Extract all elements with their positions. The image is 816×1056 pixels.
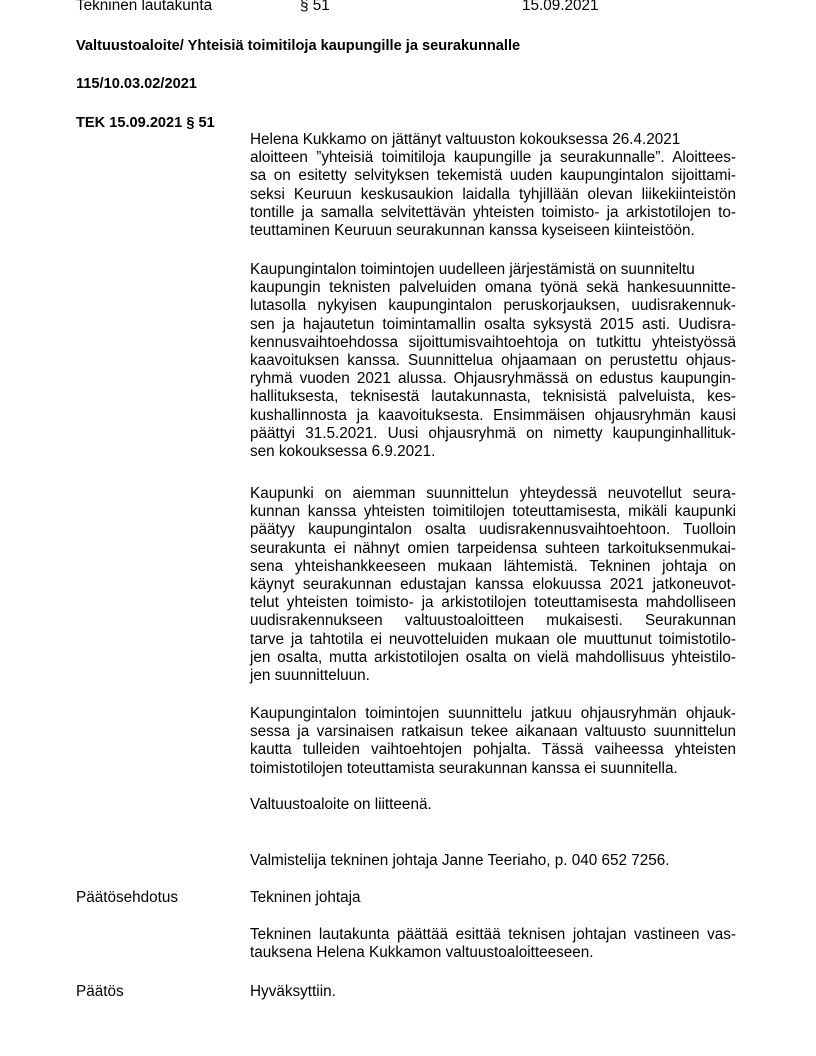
- proposal-text: [250, 926, 736, 962]
- paragraph-line: seksi Keuruun keskusaukion laidalla tyhjillään olevan liikekiinteistön: [250, 185, 736, 203]
- paragraph-line: sa on esitetty selvityksen tekemistä uuden kaupungintalon sijoittami-: [250, 167, 736, 185]
- paragraph-line: käynyt seurakunnan edustajan kanssa elokuussa 2021 jatkoneuvot-: [250, 575, 736, 593]
- paragraph-line: sena yhteishankkeeseen mukaan lähtemistä. Tekninen johtaja on: [250, 557, 736, 575]
- paragraph-line: tontille ja samalla selvitettävän yhteisten toimisto- ja arkistotilojen to-: [250, 203, 736, 221]
- paragraph-line: Valmistelija tekninen johtaja Janne Teeriaho, p. 040 652 7256.: [250, 852, 670, 869]
- paragraph-line: kaavoituksen kanssa. Suunnittelua ohjaamaan on perustettu ohjaus-: [250, 351, 736, 369]
- paragraph-line: jen suunnitteluun.: [250, 666, 370, 684]
- paragraph-line: päätyy kaupungintalon osalta uudisrakennusvaihtoehtoon. Tuolloin: [250, 521, 736, 539]
- paragraph-line: sessa ja varsinaisen ratkaisun tekee aikanaan valtuusto suunnittelun: [250, 723, 736, 741]
- paragraph-line: telut yhteisten toimisto- ja arkistotilojen toteuttamisesta mahdolliseen: [250, 594, 736, 612]
- paragraph-line: Valtuustoaloite on liitteenä.: [250, 796, 432, 813]
- paragraph-attachment: [250, 796, 736, 814]
- paragraph-line: aloitteen ”yhteisiä toimitiloja kaupungille ja seurakunnalle”. Aloittees-: [250, 149, 736, 167]
- paragraph-line: kushallinnosta ja kaavoituksesta. Ensimmäisen ohjausryhmän kausi: [250, 406, 736, 424]
- paragraph-planning: [250, 261, 736, 461]
- paragraph-line: seurakunta ei nähnyt omien tarpeidensa suhteen tarkoituksenmukai-: [250, 539, 736, 557]
- paragraph-preparer: [250, 852, 736, 870]
- paragraph-line: sen kokouksessa 6.9.2021.: [250, 442, 436, 460]
- paragraph-line: uudisrakennukseen valtuustoaloitteen mukaisesti. Seurakunnan: [250, 612, 736, 630]
- paragraph-negotiations: [250, 485, 736, 685]
- proposal-line: Tekninen lautakunta päättää esittää teknisen johtajan vastineen vas-: [250, 926, 736, 943]
- paragraph-line: kennusvaihtoehdossa sijoittumisvaihtoehtoja on tutkittu yhteistyössä: [250, 333, 736, 351]
- paragraph-line: Kaupungintalon toimintojen uudelleen järjestämistä on suunniteltu: [250, 261, 695, 278]
- paragraph-line: kautta tulleiden vaihtoehtojen pohjalta. Tässä vaiheessa yhteisten: [250, 741, 736, 759]
- paragraph-line: ryhmä vuoden 2021 alussa. Ohjausryhmässä on edustus kaupungin-: [250, 370, 736, 388]
- paragraph-initiative: [250, 131, 736, 240]
- meeting-reference: TEK 15.09.2021 § 51: [76, 115, 215, 131]
- header-committee: Tekninen lautakunta: [76, 0, 213, 14]
- proposal-label: Päätösehdotus: [76, 889, 179, 906]
- paragraph-line: kaupungin teknisten palveluiden omana työnä sekä hankesuunnitte-: [250, 279, 736, 297]
- paragraph-line: toimistotilojen toteuttamista seurakunnan kanssa ei suunnitella.: [250, 759, 678, 777]
- paragraph-line: Helena Kukkamo on jättänyt valtuuston kokouksessa 26.4.2021: [250, 131, 681, 148]
- decision-label: Päätös: [76, 983, 124, 1000]
- document-title: Valtuustoaloite/ Yhteisiä toimitiloja kaupungille ja seurakunnalle: [76, 38, 521, 54]
- paragraph-line: sen ja hajautetun toimintamallin osalta syksystä 2015 asti. Uudisra-: [250, 315, 736, 333]
- paragraph-line: hallituksesta, teknisestä lautakunnasta, teknisistä palveluista, kes-: [250, 388, 736, 406]
- paragraph-line: tarve ja tahtotila ei neuvotteluiden mukaan ole muuttunut toimistotilo-: [250, 630, 736, 648]
- header-date: 15.09.2021: [522, 0, 599, 14]
- decision-text: Hyväksyttiin.: [250, 983, 336, 1000]
- paragraph-line: lutasolla nykyisen kaupungintalon peruskorjauksen, uudisrakennuk-: [250, 297, 736, 315]
- paragraph-line: teuttaminen Keuruun seurakunnan kanssa kyseiseen kiinteistöön.: [250, 221, 695, 239]
- paragraph-continuation: [250, 705, 736, 778]
- header-section: § 51: [300, 0, 330, 14]
- case-number: 115/10.03.02/2021: [76, 76, 197, 92]
- paragraph-line: Kaupungintalon toimintojen suunnittelu jatkuu ohjausryhmän ohjauk-: [250, 705, 736, 722]
- proposal-proposer: Tekninen johtaja: [250, 889, 361, 906]
- paragraph-line: jen osalta, mutta arkistotilojen osalta on vielä mahdollisuus yhteistilo-: [250, 648, 736, 666]
- proposal-line: tauksena Helena Kukkamon valtuustoaloitteeseen.: [250, 944, 594, 962]
- paragraph-line: kunnan kanssa yhteisten toimitilojen toteuttamisesta, mikäli kaupunki: [250, 503, 736, 521]
- paragraph-line: päättyi 31.5.2021. Uusi ohjausryhmä on nimetty kaupunginhallituk-: [250, 424, 736, 442]
- paragraph-line: Kaupunki on aiemman suunnittelun yhteydessä neuvotellut seura-: [250, 485, 736, 502]
